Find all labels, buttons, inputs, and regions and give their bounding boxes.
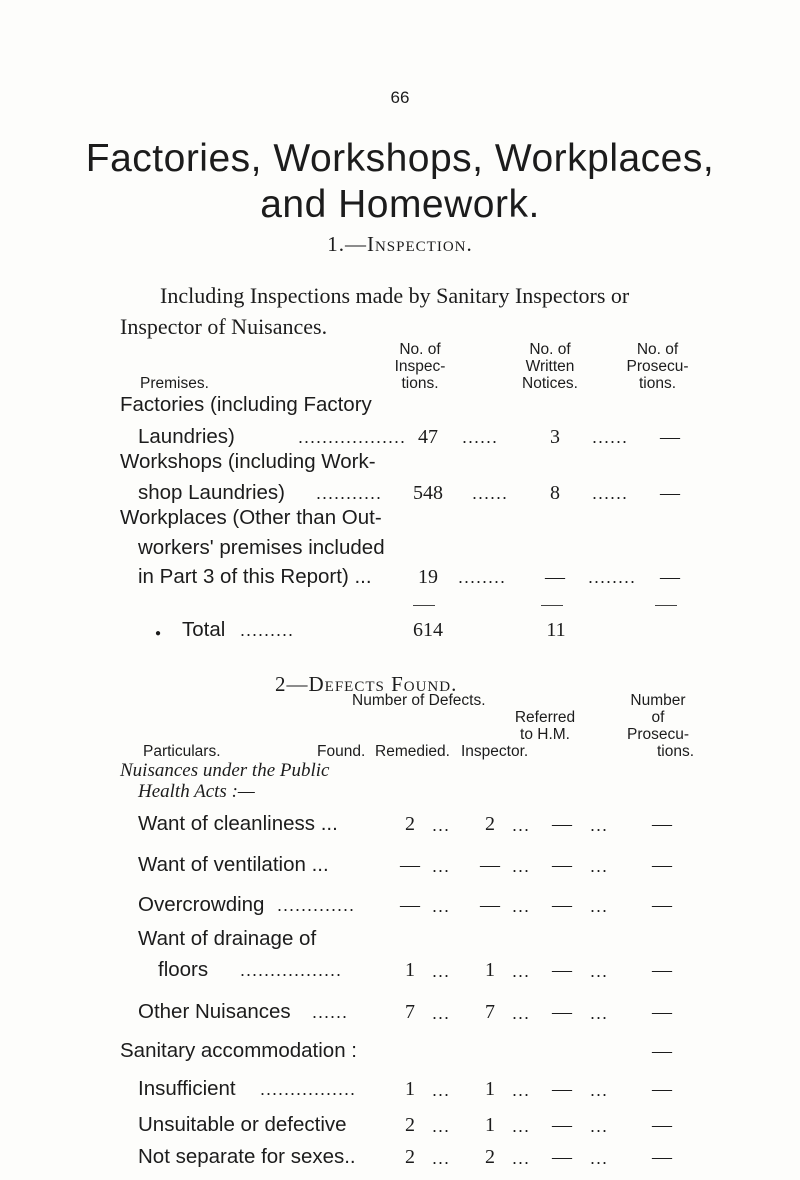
prosecutions-value: — [652,1078,672,1100]
defect-label: floors [158,958,209,981]
found-value: — [400,894,420,916]
leader-dots: ...... [592,483,629,503]
remedied-value: — [480,854,500,876]
leader-dots: ... [512,1148,531,1168]
total-notices: 11 [546,619,566,641]
header-prosecutions: No. of Prosecu- tions. [626,341,689,392]
leader-dots: ... [432,1116,451,1136]
notices-value: 3 [550,426,560,448]
header-inspector: Inspector. [461,743,529,760]
total-rule [655,605,677,606]
leader-dots: ... [590,815,609,835]
referred-value: — [552,1001,572,1023]
header-inspections: No. of Inspec- tions. [394,341,446,392]
leader-dots: .................. [298,427,407,447]
referred-value: — [552,959,572,981]
remedied-value: 7 [485,1001,495,1023]
premises-label: Workshops (including Work- [120,450,376,473]
leader-dots: ...... [592,427,629,447]
bullet-mark: ● [155,628,162,639]
notices-value: — [545,566,565,588]
leader-dots: ... [432,896,451,916]
found-value: 2 [405,1114,415,1136]
referred-value: — [552,854,572,876]
leader-dots: ... [590,1148,609,1168]
leader-dots: ... [590,1116,609,1136]
prosecutions-value: — [660,566,680,588]
inspections-value: 19 [418,566,438,588]
header-found: Found. [317,743,366,760]
leader-dots: ... [512,1116,531,1136]
leader-dots: ... [512,1003,531,1023]
leader-dots: ... [432,1003,451,1023]
prosecutions-value: — [660,426,680,448]
remedied-value: 2 [485,1146,495,1168]
leader-dots: ... [432,856,451,876]
prosecutions-value: — [660,482,680,504]
premises-label: Laundries) [138,425,235,448]
premises-label: Factories (including Factory [120,393,372,416]
premises-label: Workplaces (Other than Out- [120,506,382,529]
prosecutions-value: — [652,854,672,876]
remedied-value: — [480,894,500,916]
leader-dots: ... [432,815,451,835]
referred-value: — [552,894,572,916]
remedied-value: 1 [485,1114,495,1136]
leader-dots: ... [590,1080,609,1100]
header-number-of-prosecutions: Number of Prosecu- [626,692,690,743]
prosecutions-value: — [652,1114,672,1136]
remedied-value: 1 [485,1078,495,1100]
leader-dots: ... [512,815,531,835]
premises-label: shop Laundries) [138,481,286,504]
leader-dots: ................ [260,1079,357,1099]
leader-dots: ...... [462,427,499,447]
header-written-notices: No. of Written Notices. [522,341,578,392]
notices-value: 8 [550,482,560,504]
header-referred: Referred to H.M. [514,709,576,743]
referred-value: — [552,1078,572,1100]
header-number-of-defects: Number of Defects. [352,692,486,709]
leader-dots: ........ [588,567,637,587]
found-value: — [400,854,420,876]
leader-dots: ... [432,1148,451,1168]
premises-label: in Part 3 of this Report) ... [138,565,372,588]
section1-intro-continued: Inspector of Nuisances. [120,314,328,339]
referred-value: — [552,813,572,835]
header-particulars: Particulars. [143,743,221,760]
leader-dots: ... [512,856,531,876]
prosecutions-value: — [652,894,672,916]
leader-dots: ......... [240,620,295,640]
defect-label: Other Nuisances [138,1000,291,1023]
leader-dots: ... [432,961,451,981]
prosecutions-value: — [652,959,672,981]
leader-dots: ... [590,961,609,981]
leader-dots: ........ [458,567,507,587]
header-premises: Premises. [140,375,209,392]
total-inspections: 614 [413,619,443,641]
remedied-value: 1 [485,959,495,981]
leader-dots: ........... [316,483,383,503]
header-remedied: Remedied. [375,743,450,760]
section2-heading: 2—Defects Found. [275,672,458,696]
total-rule [541,605,563,606]
prosecutions-value: — [652,1040,672,1062]
prosecutions-value: — [652,1001,672,1023]
defect-label: Unsuitable or defective [138,1113,347,1136]
found-value: 2 [405,813,415,835]
leader-dots: ... [512,896,531,916]
defect-label: Insufficient [138,1077,236,1100]
leader-dots: ............. [277,895,356,915]
leader-dots: ... [432,1080,451,1100]
found-value: 1 [405,959,415,981]
leader-dots: ...... [472,483,509,503]
inspections-value: 548 [413,482,443,504]
found-value: 2 [405,1146,415,1168]
leader-dots: ... [512,1080,531,1100]
leader-dots: ... [590,856,609,876]
prosecutions-value: — [652,813,672,835]
defect-label: Want of drainage of [138,927,317,950]
page-title-continued: and Homework. [260,183,540,226]
total-label: Total [182,618,226,641]
remedied-value: 2 [485,813,495,835]
found-value: 7 [405,1001,415,1023]
inspections-value: 47 [418,426,438,448]
leader-dots: ...... [312,1002,349,1022]
leader-dots: ... [512,961,531,981]
leader-dots: ... [590,1003,609,1023]
defect-label: Not separate for sexes.. [138,1145,356,1168]
defect-label: Want of cleanliness ... [138,812,338,835]
defect-group-label: Sanitary accommodation : [120,1039,358,1062]
section1-intro: Including Inspections made by Sanitary Inspectors or [160,283,630,308]
page-title: Factories, Workshops, Workplaces, [85,137,715,180]
found-value: 1 [405,1078,415,1100]
section1-heading: 1.—Inspection. [327,232,473,256]
referred-value: — [552,1146,572,1168]
total-rule [413,605,435,606]
page-number: 66 [390,88,410,107]
subheading: Health Acts :— [138,781,255,802]
header-prosecutions-last: tions. [657,743,695,760]
prosecutions-value: — [652,1146,672,1168]
defect-label: Overcrowding [138,893,265,916]
premises-label: workers' premises included [138,536,385,559]
referred-value: — [552,1114,572,1136]
defect-label: Want of ventilation ... [138,853,329,876]
leader-dots: ................. [240,960,343,980]
leader-dots: ... [590,896,609,916]
subheading: Nuisances under the Public [120,760,330,781]
